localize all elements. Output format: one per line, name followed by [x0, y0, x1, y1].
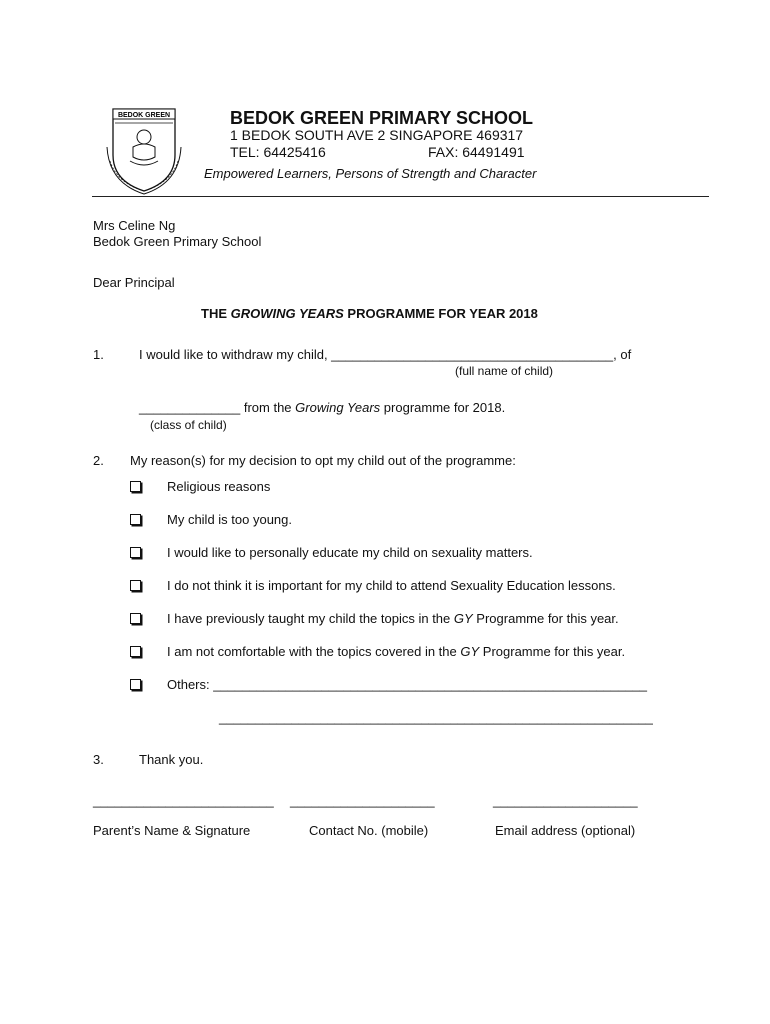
- item-2-text: My reason(s) for my decision to opt my child out of the programme:: [130, 453, 516, 468]
- parent-signature-field[interactable]: _________________________: [93, 793, 274, 808]
- item-2-number: 2.: [93, 453, 104, 468]
- withdraw-child-name-field[interactable]: I would like to withdraw my child, _______________________________________, of: [139, 347, 632, 362]
- item-3-number: 3.: [93, 752, 104, 767]
- class-hint: (class of child): [150, 418, 227, 432]
- school-crest-logo: [105, 103, 183, 195]
- class-line: [139, 400, 505, 415]
- option-not-comfortable: [167, 644, 625, 659]
- letter-title-suffix: PROGRAMME FOR YEAR 2018: [343, 306, 538, 321]
- svg-text:BEDOK GREEN: BEDOK GREEN: [117, 112, 171, 119]
- opt6-post: Programme for this year.: [479, 644, 626, 659]
- option-too-young: My child is too young.: [167, 512, 293, 527]
- parent-signature-label: Parent’s Name & Signature: [93, 823, 251, 838]
- option-religious: Religious reasons: [167, 479, 271, 494]
- recipient-school: Bedok Green Primary School: [93, 234, 262, 249]
- thank-you-text: Thank you.: [139, 752, 204, 767]
- checkbox-too-young[interactable]: [130, 514, 141, 525]
- checkbox-not-important[interactable]: [130, 580, 141, 591]
- checkbox-personally-educate[interactable]: [130, 547, 141, 558]
- contact-number-label: Contact No. (mobile): [309, 823, 429, 838]
- letter-title-prefix: THE: [201, 306, 231, 321]
- school-address: 1 BEDOK SOUTH AVE 2 SINGAPORE 469317: [230, 127, 524, 143]
- option-personally-educate: I would like to personally educate my child on sexuality matters.: [167, 545, 533, 560]
- full-name-hint: (full name of child): [455, 364, 554, 378]
- salutation: Dear Principal: [93, 275, 175, 290]
- letter-title-programme: GROWING YEARS: [230, 306, 344, 321]
- option-previously-taught: [167, 611, 619, 626]
- school-fax: FAX: 64491491: [428, 144, 525, 160]
- checkbox-religious[interactable]: [130, 481, 141, 492]
- from-text: from the: [240, 400, 296, 415]
- contact-number-field[interactable]: ____________________: [290, 793, 435, 808]
- opt6-gy: GY: [460, 644, 480, 659]
- opt5-pre: I have previously taught my child the topics in the: [167, 611, 454, 626]
- email-field[interactable]: ____________________: [493, 793, 638, 808]
- opt5-post: Programme for this year.: [472, 611, 619, 626]
- option-not-important: I do not think it is important for my child to attend Sexuality Education lessons.: [167, 578, 616, 593]
- email-label: Email address (optional): [495, 823, 636, 838]
- programme-suffix: programme for 2018.: [380, 400, 506, 415]
- letter-title: [201, 306, 538, 321]
- recipient-name: Mrs Celine Ng: [93, 218, 176, 233]
- school-tel: TEL: 64425416: [230, 144, 326, 160]
- checkbox-others[interactable]: [130, 679, 141, 690]
- others-field[interactable]: Others: ____________________________________________________________: [167, 677, 648, 692]
- checkbox-previously-taught[interactable]: [130, 613, 141, 624]
- school-name: BEDOK GREEN PRIMARY SCHOOL: [230, 108, 534, 128]
- item-1-number: 1.: [93, 347, 104, 362]
- header-divider: [92, 196, 709, 197]
- opt6-pre: I am not comfortable with the topics covered in the: [167, 644, 461, 659]
- checkbox-not-comfortable[interactable]: [130, 646, 141, 657]
- school-motto: Empowered Learners, Persons of Strength and Character: [204, 166, 537, 181]
- child-class-field[interactable]: ______________: [139, 400, 241, 415]
- opt5-gy: GY: [453, 611, 473, 626]
- others-field-line-2[interactable]: ____________________________________________________________: [219, 710, 653, 725]
- programme-name: Growing Years: [295, 400, 381, 415]
